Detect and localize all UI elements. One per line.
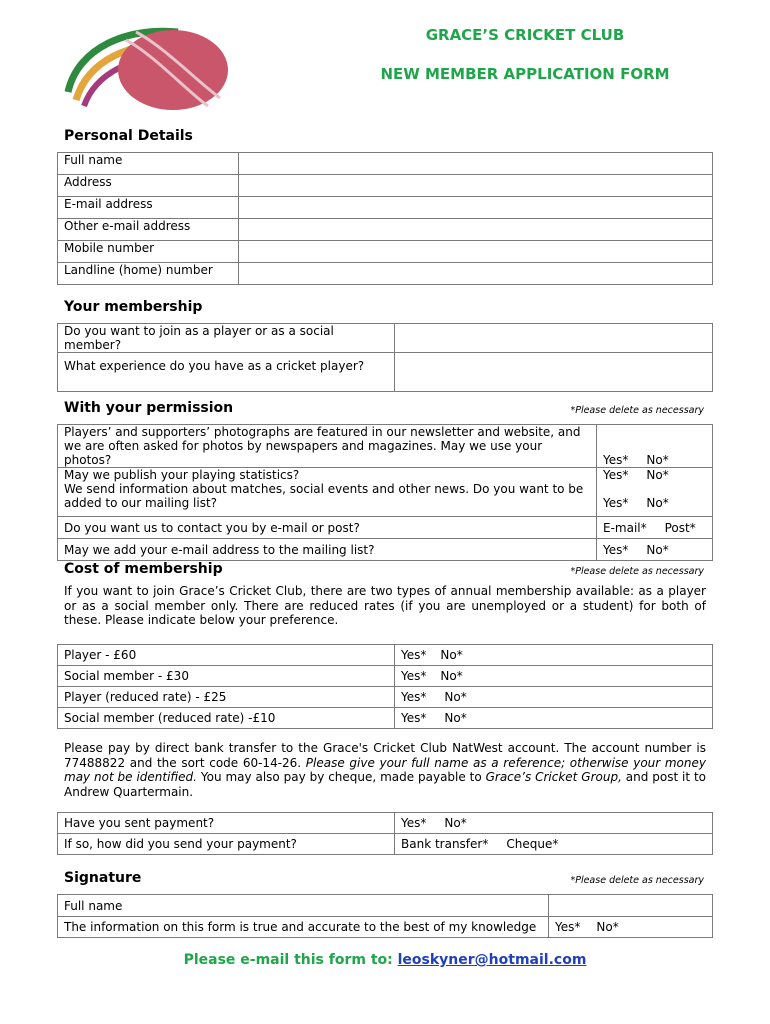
permission-heading: With your permission — [64, 400, 234, 416]
post-option[interactable]: Post* — [664, 520, 696, 535]
payment-instructions — [64, 741, 706, 799]
email-option[interactable]: E-mail* — [603, 520, 647, 535]
other-email-label: Other e-mail address — [58, 219, 239, 241]
email-mailing-question: May we add your e-mail address to the mailing list? — [58, 539, 597, 561]
social-options[interactable] — [395, 666, 713, 687]
membership-table — [57, 323, 713, 392]
yes-option[interactable]: Yes* — [401, 690, 427, 704]
player-options[interactable] — [395, 645, 713, 666]
personal-details-heading: Personal Details — [64, 128, 193, 144]
payment-method-question: If so, how did you send your payment? — [58, 834, 395, 855]
address-input[interactable] — [239, 175, 713, 197]
yes-option[interactable]: Yes* — [401, 711, 427, 725]
statistics-question: May we publish your playing statistics? — [64, 468, 300, 482]
address-label: Address — [58, 175, 239, 197]
no-option[interactable]: No* — [646, 496, 669, 510]
payment-post-text: and post it to Andrew Quartermain. — [64, 770, 706, 799]
mobile-label: Mobile number — [58, 241, 239, 263]
payment-table — [57, 812, 713, 855]
mobile-input[interactable] — [239, 241, 713, 263]
membership-type-input[interactable] — [395, 324, 713, 353]
yes-option[interactable]: Yes* — [401, 669, 427, 683]
cost-heading: Cost of membership — [64, 561, 223, 577]
experience-input[interactable] — [395, 353, 713, 392]
cost-intro: If you want to join Grace’s Cricket Club, there are two types of annual membership available: as a player or as a social member only. There are reduced rates (if you are unemployed or a student) for both of these. Please indicate below your preference. — [64, 584, 706, 627]
yes-option[interactable]: Yes* — [401, 648, 427, 662]
yes-option[interactable]: Yes* — [603, 542, 629, 557]
email-input[interactable] — [239, 197, 713, 219]
landline-label: Landline (home) number — [58, 263, 239, 285]
signature-note: *Please delete as necessary — [570, 875, 704, 886]
social-reduced-rate: Social member (reduced rate) -£10 — [58, 708, 395, 729]
yes-option[interactable]: Yes* — [555, 920, 581, 934]
declaration-text: The information on this form is true and accurate to the best of my knowledge — [58, 917, 549, 938]
email-label: E-mail address — [58, 197, 239, 219]
footer — [0, 952, 770, 968]
payment-payee: Grace’s Cricket Group, — [485, 770, 622, 784]
social-reduced-options[interactable] — [395, 708, 713, 729]
cricket-ball-logo — [58, 22, 233, 117]
signature-table — [57, 894, 713, 938]
membership-type-question: Do you want to join as a player or as a social member? — [58, 324, 395, 353]
contact-email-link[interactable]: leoskyner@hotmail.com — [397, 952, 587, 968]
player-reduced-options[interactable] — [395, 687, 713, 708]
membership-heading: Your membership — [64, 299, 203, 315]
contact-method-options[interactable] — [597, 517, 713, 539]
payment-text: Please pay by direct bank transfer to the Grace's Cricket Club NatWest account. The account number is 77488822 and the sort code 60-14-26. — [64, 741, 706, 770]
landline-input[interactable] — [239, 263, 713, 285]
mailing-question: We send information about matches, social events and other news. Do you want to be added to our mailing list? — [64, 482, 584, 510]
contact-method-question: Do you want us to contact you by e-mail or post? — [58, 517, 597, 539]
yes-option[interactable]: Yes* — [401, 816, 427, 830]
experience-question: What experience do you have as a cricket player? — [58, 353, 395, 392]
bank-transfer-option[interactable]: Bank transfer* — [401, 837, 489, 851]
permission-table — [57, 424, 713, 561]
payment-cheque-text: You may also pay by cheque, made payable to — [197, 770, 486, 784]
cheque-option[interactable]: Cheque* — [506, 837, 559, 851]
no-option[interactable]: No* — [444, 816, 467, 830]
payment-reference-note: Please give your full name as a reference; otherwise your money may not be identified. — [64, 755, 706, 784]
no-option[interactable]: No* — [646, 453, 669, 467]
signature-full-name-input[interactable] — [549, 895, 713, 917]
no-option[interactable]: No* — [646, 542, 669, 557]
email-mailing-options[interactable] — [597, 539, 713, 561]
signature-heading: Signature — [64, 870, 142, 886]
no-option[interactable]: No* — [440, 648, 463, 662]
no-option[interactable]: No* — [440, 669, 463, 683]
signature-full-name-label: Full name — [58, 895, 549, 917]
statistics-mailing-options[interactable] — [597, 468, 713, 517]
permission-note: *Please delete as necessary — [570, 405, 704, 416]
photos-options[interactable] — [597, 425, 713, 468]
full-name-input[interactable] — [239, 153, 713, 175]
personal-details-table — [57, 152, 713, 285]
player-reduced-rate: Player (reduced rate) - £25 — [58, 687, 395, 708]
no-option[interactable]: No* — [444, 711, 467, 725]
player-rate: Player - £60 — [58, 645, 395, 666]
yes-option[interactable]: Yes* — [603, 468, 629, 482]
other-email-input[interactable] — [239, 219, 713, 241]
payment-sent-options[interactable] — [395, 813, 713, 834]
yes-option[interactable]: Yes* — [603, 496, 629, 510]
statistics-mailing-cell — [58, 468, 597, 517]
social-rate: Social member - £30 — [58, 666, 395, 687]
yes-option[interactable]: Yes* — [603, 453, 629, 467]
full-name-label: Full name — [58, 153, 239, 175]
no-option[interactable]: No* — [646, 468, 669, 482]
payment-sent-question: Have you sent payment? — [58, 813, 395, 834]
footer-text: Please e-mail this form to: — [183, 952, 398, 968]
photos-question: Players’ and supporters’ photographs are featured in our newsletter and website, and we are often asked for photos by newspapers and magazines. May we use your photos? — [58, 425, 597, 468]
declaration-options[interactable] — [549, 917, 713, 938]
cost-table — [57, 644, 713, 729]
club-name: GRACE’S CRICKET CLUB — [425, 26, 625, 44]
cost-note: *Please delete as necessary — [570, 566, 704, 577]
form-title: NEW MEMBER APPLICATION FORM — [380, 65, 670, 83]
no-option[interactable]: No* — [444, 690, 467, 704]
payment-method-options[interactable] — [395, 834, 713, 855]
no-option[interactable]: No* — [596, 920, 619, 934]
